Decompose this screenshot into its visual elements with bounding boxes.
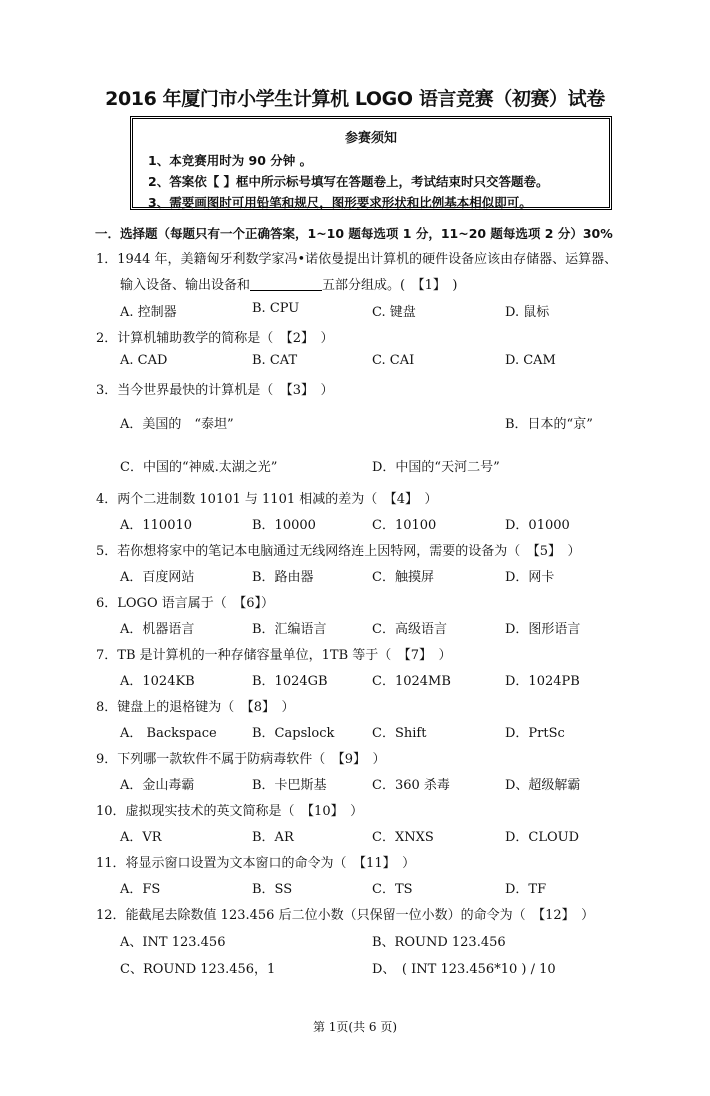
option: C．TS [372,882,413,897]
option: C．触摸屏 [372,570,434,585]
question-stem: 6．LOGO 语言属于（ 【6】） [96,596,275,611]
option: D．TF [505,882,547,897]
question-stem: 3．当今世界最快的计算机是（ 【3】 ） [96,383,334,398]
option: B. CPU [252,301,300,316]
notice-line: 3、需要画图时可用铅笔和规尺，图形要求形状和比例基本相似即可。 [148,195,532,210]
option: C．360 杀毒 [372,778,450,793]
notice-line: 2、答案依【 】框中所示标号填写在答题卷上，考试结束时只交答题卷。 [148,174,549,189]
option: B．AR [252,830,294,845]
option: B．日本的“京” [505,417,593,432]
option: A．110010 [120,518,193,533]
question-stem: 11．将显示窗口设置为文本窗口的命令为（ 【11】 ） [96,856,416,871]
option: A． Backspace [120,726,217,741]
question-stem: 4．两个二进制数 10101 与 1101 相减的差为（ 【4】 ） [96,492,438,507]
option: B．Capslock [252,726,335,741]
option: A．VR [120,830,162,845]
option: D．PrtSc [505,726,565,741]
option: A. CAD [120,353,168,368]
question-stem: 12．能截尾去除数值 123.456 后二位小数（只保留一位小数）的命令为（ 【12】 ） [96,908,595,923]
page-title: 2016 年厦门市小学生计算机 LOGO 语言竞赛（初赛）试卷 [105,88,605,110]
section-heading: 一．选择题（每题只有一个正确答案，1~10 题每选项 1 分，11~20 题每选项 2 分）30% [95,226,613,241]
option: C. CAI [372,353,415,368]
option: D．网卡 [505,570,555,585]
notice-box [130,116,612,210]
option: A．1024KB [120,674,195,689]
option: D. 鼠标 [505,305,550,320]
option: A. 控制器 [120,305,177,320]
notice-line: 1、本竞赛用时为 90 分钟 。 [148,153,313,168]
option: D．中国的“天河二号” [372,460,500,475]
option: B. CAT [252,353,298,368]
option: B、ROUND 123.456 [372,935,506,950]
question-stem: 10．虚拟现实技术的英文简称是（ 【10】 ） [96,804,364,819]
option: B．汇编语言 [252,622,327,637]
option: C．Shift [372,726,427,741]
option: B．1024GB [252,674,328,689]
question-stem: 9．下列哪一款软件不属于防病毒软件（ 【9】 ） [96,752,386,767]
option: B．10000 [252,518,316,533]
option: C．10100 [372,518,437,533]
option: B．SS [252,882,293,897]
option: D. CAM [505,353,556,368]
option: D．01000 [505,518,570,533]
question-stem: 1．1944 年，美籍匈牙利数学家冯•诺依曼提出计算机的硬件设备应该由存储器、运算器、 [96,252,618,267]
option: B．卡巴斯基 [252,778,327,793]
option: B．路由器 [252,570,314,585]
question-stem: 7．TB 是计算机的一种存储容量单位，1TB 等于（ 【7】 ） [96,648,452,663]
option: D、超级解霸 [505,778,581,793]
option: A．美国的 “泰坦” [120,417,234,432]
notice-title: 参赛须知 [344,131,397,146]
option: C．中国的“神威.太湖之光” [120,460,278,475]
option: C．XNXS [372,830,434,845]
page-footer: 第 1页(共 6 页) [312,1020,398,1034]
option: C．1024MB [372,674,451,689]
option: D．图形语言 [505,622,581,637]
option: A．金山毒霸 [120,778,195,793]
option: A．百度网站 [120,570,195,585]
question-stem-continued [120,274,457,293]
option: C. 键盘 [372,305,416,320]
answer-blank [250,277,322,291]
option: A、INT 123.456 [120,935,226,950]
option: D、 ( INT 123.456*10 ) / 10 [372,962,556,977]
option: C、ROUND 123.456，1 [120,962,276,977]
stem-text: 输入设备、输出设备和 [120,278,251,293]
question-stem: 2．计算机辅助教学的简称是（ 【2】 ） [96,331,334,346]
option: A．机器语言 [120,622,195,637]
question-stem: 5．若你想将家中的笔记本电脑通过无线网络连上因特网，需要的设备为（ 【5】 ） [96,544,581,559]
question-stem: 8．键盘上的退格键为（ 【8】 ） [96,700,295,715]
option: A．FS [120,882,161,897]
option: D．CLOUD [505,830,580,845]
option: C．高级语言 [372,622,447,637]
stem-text: 五部分组成。( 【1】 ) [322,278,458,293]
option: D．1024PB [505,674,580,689]
